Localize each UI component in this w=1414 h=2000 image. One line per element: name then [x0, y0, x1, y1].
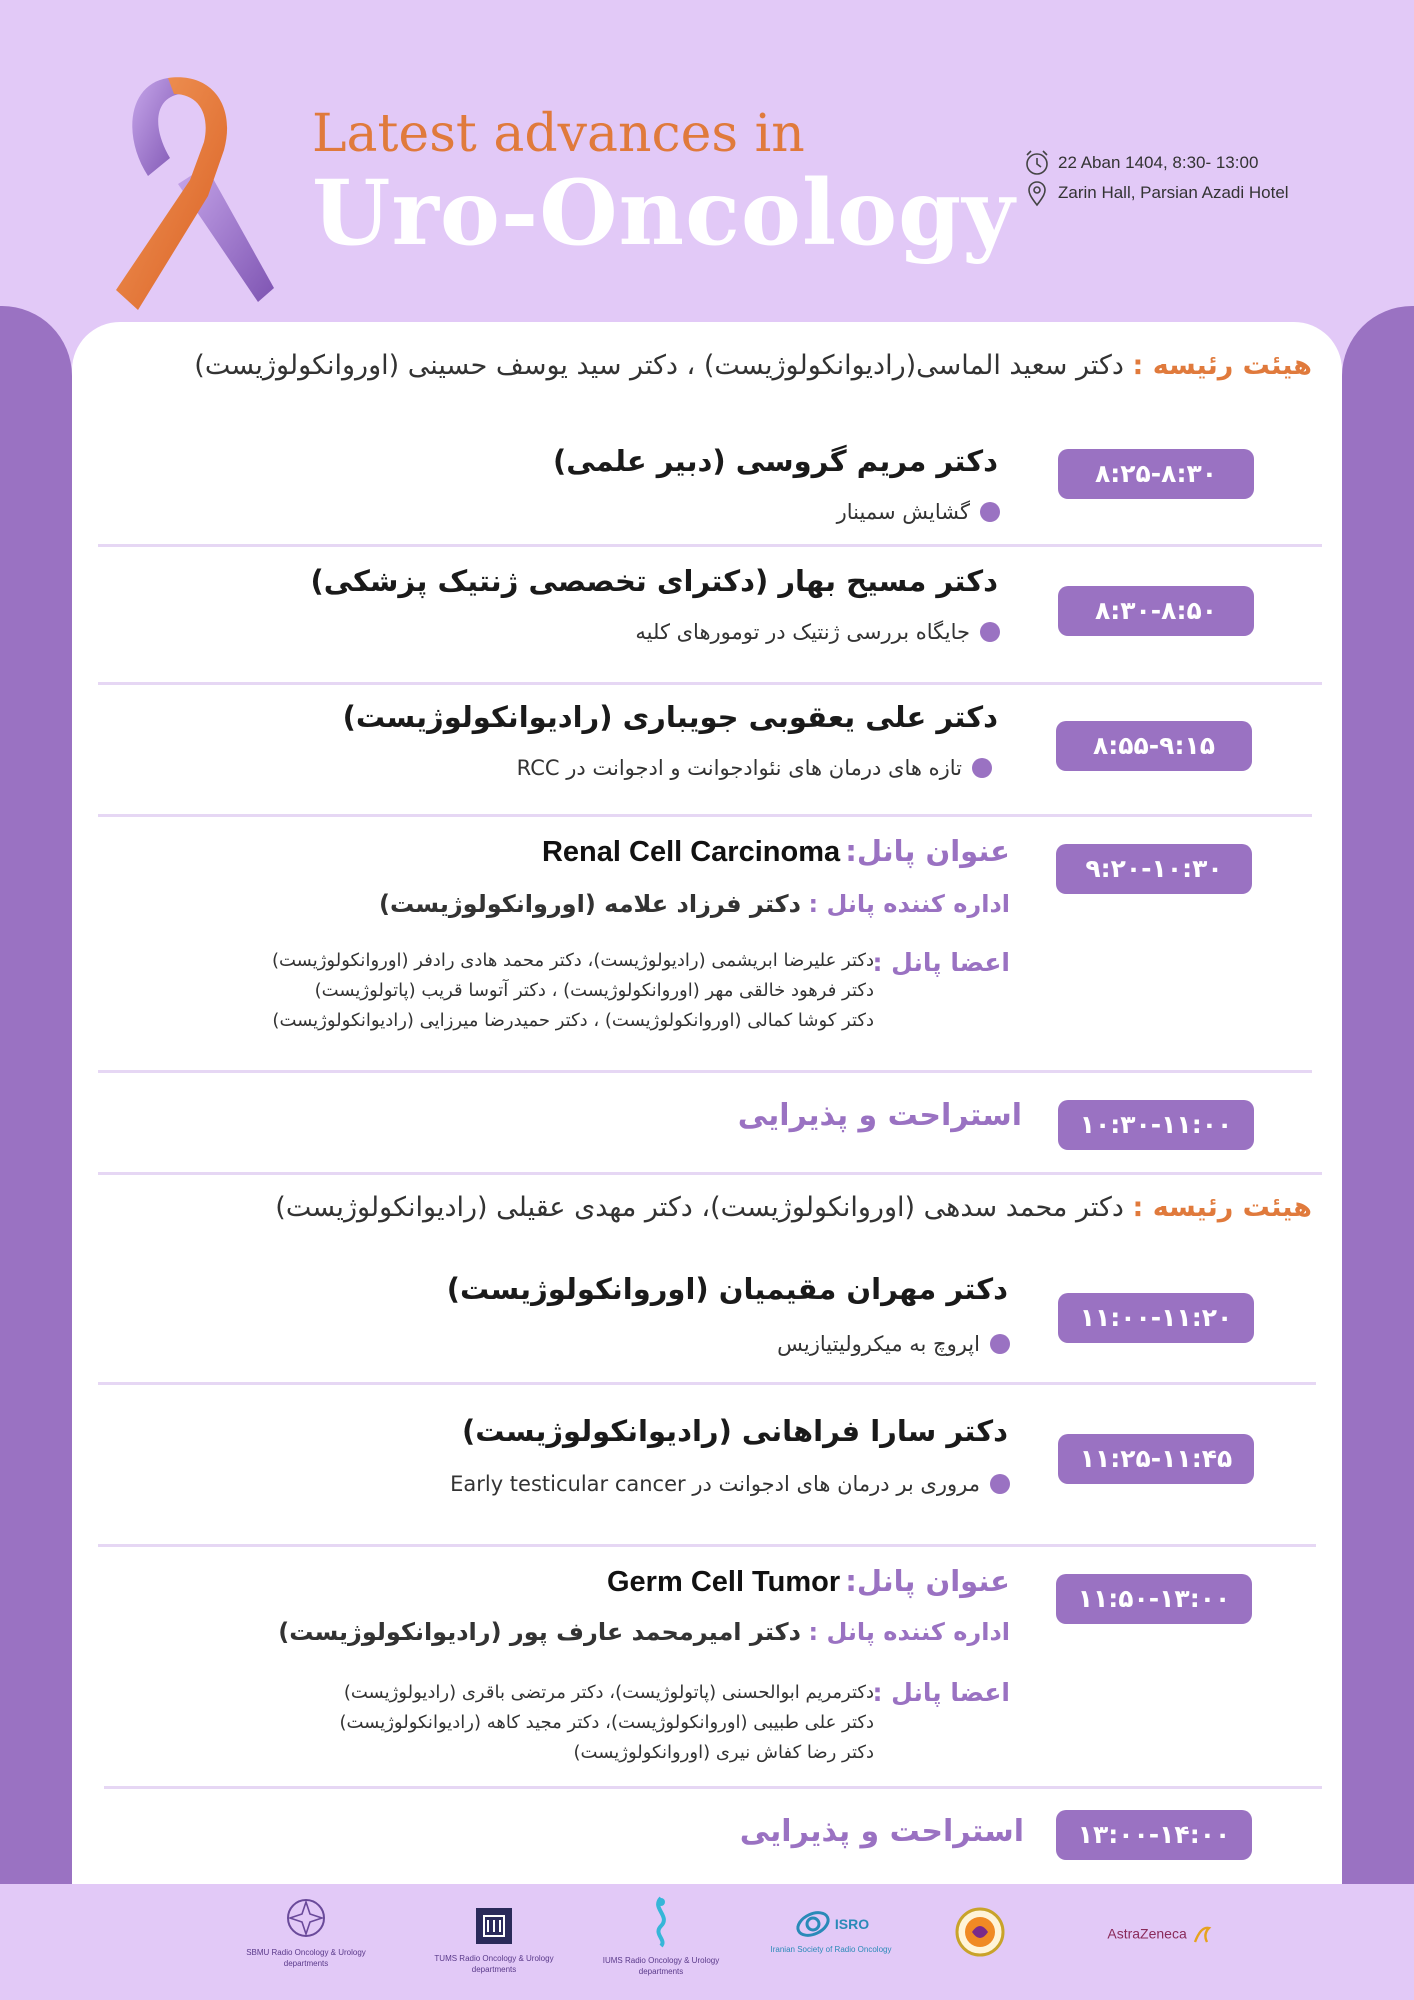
isro-wordmark: ISRO: [834, 1915, 870, 1932]
session-time-badge: ۱۱:۰۰-۱۱:۲۰: [1058, 1293, 1254, 1343]
presiding-board-label: هیئت رئیسه :: [1132, 1192, 1312, 1223]
location-pin-icon: [1022, 178, 1052, 208]
divider: [98, 544, 1322, 547]
bullet-dot-icon: [980, 502, 1000, 522]
bullet-dot-icon: [972, 758, 992, 778]
left-side-band: [0, 306, 72, 1906]
divider: [98, 1382, 1316, 1385]
divider: [98, 1070, 1312, 1073]
divider: [98, 1172, 1322, 1175]
break-time-badge: ۱۳:۰۰-۱۴:۰۰: [1056, 1810, 1252, 1860]
session-topic: [450, 1472, 1010, 1496]
session-topic-text: اپروچ به میکرولیتیازیس: [777, 1332, 980, 1356]
sponsor-logo-isro: [756, 1904, 906, 1955]
logo-caption: TUMS Radio Oncology & Urology departments: [434, 1954, 554, 1974]
break-label: استراحت و پذیرایی: [737, 1098, 1022, 1133]
session-topic: [517, 756, 992, 780]
astrazeneca-wordmark: AstraZeneca: [1107, 1925, 1187, 1942]
presiding-board-names: دکتر محمد سدهی (اوروانکولوژیست)، دکتر مهدی عقیلی (رادیوانکولوژیست): [275, 1192, 1124, 1223]
session-topic: [837, 500, 1000, 524]
urology-society-logo-icon: [954, 1906, 1006, 1958]
logo-caption: IUMS Radio Oncology & Urology departments: [602, 1956, 720, 1976]
divider: [98, 682, 1322, 685]
panel-members-label: اعضا پانل :: [872, 1678, 1010, 1707]
sbmu-logo-icon: [284, 1896, 328, 1940]
panel-moderator: دکتر امیرمحمد عارف پور (رادیوانکولوژیست): [278, 1618, 801, 1646]
panel-title: Renal Cell Carcinoma: [541, 836, 841, 868]
bullet-dot-icon: [980, 622, 1000, 642]
tums-logo-icon: [474, 1906, 514, 1946]
divider: [98, 814, 1312, 817]
divider: [104, 1786, 1322, 1789]
session-topic-text: تازه های درمان های نئوادجوانت و ادجوانت در RCC: [516, 756, 962, 780]
panel-member-line: دکتر رضا کفاش نیری (اوروانکولوژیست): [573, 1742, 874, 1763]
title-main: Uro-Oncology: [312, 160, 1016, 266]
title-line-1: Latest advances in: [312, 104, 805, 164]
presiding-board-names: دکتر سعید الماسی(رادیوانکولوژیست) ، دکتر سید یوسف حسینی (اوروانکولوژیست): [194, 350, 1124, 381]
session-time-badge: ۸:۲۵-۸:۳۰: [1058, 449, 1254, 499]
session-time-badge: ۸:۳۰-۸:۵۰: [1058, 586, 1254, 636]
panel-title-label: عنوان پانل:: [845, 834, 1010, 868]
panel-moderator-row: [278, 1618, 1010, 1646]
bullet-dot-icon: [990, 1334, 1010, 1354]
panel-time-badge: ۹:۲۰-۱۰:۳۰: [1056, 844, 1252, 894]
session-speaker: دکتر مهران مقیمیان (اوروانکولوژیست): [446, 1272, 1008, 1306]
bullet-dot-icon: [990, 1474, 1010, 1494]
panel-member-line: دکتر فرهود خالقی مهر (اوروانکولوژیست) ، دکتر آتوسا قریب (پاتولوژیست): [314, 980, 874, 1001]
session-topic-text: مروری بر درمان های ادجوانت در Early testicular cancer: [450, 1472, 980, 1496]
logo-caption: SBMU Radio Oncology & Urology departments: [246, 1948, 366, 1968]
panel-members-label: اعضا پانل :: [872, 948, 1010, 977]
sponsor-logo-astrazeneca: [1100, 1924, 1220, 1946]
awareness-ribbon-icon: [108, 66, 278, 320]
panel-member-line: دکتر کوشا کمالی (اوروانکولوژیست) ، دکتر حمیدرضا میرزایی (رادیوانکولوژیست): [272, 1010, 874, 1031]
panel-members: [272, 946, 874, 1036]
session-time-badge: ۸:۵۵-۹:۱۵: [1056, 721, 1252, 771]
session-topic: [635, 620, 1000, 644]
session-topic-text: گشایش سمینار: [836, 500, 970, 524]
panel-title-label: عنوان پانل:: [845, 1564, 1010, 1598]
presiding-board-label: هیئت رئیسه :: [1132, 350, 1312, 381]
astrazeneca-logo-icon: [1191, 1924, 1213, 1946]
sponsor-logo-sbmu: [236, 1896, 376, 1969]
session-time-badge: ۱۱:۲۵-۱۱:۴۵: [1058, 1434, 1254, 1484]
session-speaker: دکتر مریم گروسی (دبیر علمی): [552, 444, 998, 478]
panel-member-line: دکتر علیرضا ابریشمی (رادیولوژیست)، دکتر محمد هادی رادفر (اوروانکولوژیست): [271, 950, 874, 971]
panel-moderator-label: اداره کننده پانل :: [808, 1618, 1010, 1646]
session-speaker: دکتر مسیح بهار (دکترای تخصصی ژنتیک پزشکی): [310, 564, 998, 598]
isro-logo-icon: [793, 1904, 833, 1944]
session-speaker: دکتر سارا فراهانی (رادیوانکولوژیست): [462, 1414, 1008, 1448]
sponsor-logo-tums: [424, 1906, 564, 1975]
panel-moderator: دکتر فرزاد علامه (اوروانکولوژیست): [379, 890, 801, 918]
panel-title-row: [607, 1564, 1010, 1599]
divider: [98, 1544, 1316, 1547]
presiding-board-1: [194, 350, 1312, 381]
panel-member-line: دکترمریم ابوالحسنی (پاتولوژیست)، دکتر مرتضی باقری (رادیولوژیست): [343, 1682, 874, 1703]
panel-time-badge: ۱۱:۵۰-۱۳:۰۰: [1056, 1574, 1252, 1624]
event-date-text: 22 Aban 1404, 8:30- 13:00: [1058, 153, 1259, 172]
session-topic: [777, 1332, 1010, 1356]
panel-title: Germ Cell Tumor: [607, 1566, 841, 1598]
right-side-band: [1342, 306, 1414, 1906]
break-time-badge: ۱۰:۳۰-۱۱:۰۰: [1058, 1100, 1254, 1150]
event-location-row: [1022, 178, 1289, 208]
session-topic-text: جایگاه بررسی ژنتیک در تومورهای کلیه: [635, 620, 970, 644]
event-location-text: Zarin Hall, Parsian Azadi Hotel: [1058, 183, 1289, 202]
sponsor-logo-iums: [596, 1894, 726, 1977]
panel-member-line: دکتر علی طبیبی (اوروانکولوژیست)، دکتر مجید کاهه (رادیوانکولوژیست): [339, 1712, 874, 1733]
panel-moderator-label: اداره کننده پانل :: [808, 890, 1010, 918]
session-speaker: دکتر علی یعقوبی جویباری (رادیوانکولوژیست): [342, 700, 998, 734]
iums-logo-icon: [641, 1894, 681, 1948]
break-label: استراحت و پذیرایی: [739, 1814, 1024, 1849]
presiding-board-2: [275, 1192, 1312, 1223]
logo-caption: Iranian Society of Radio Oncology: [770, 1945, 892, 1954]
panel-title-row: [542, 834, 1010, 869]
panel-moderator-row: [379, 890, 1010, 918]
sponsor-logo-urology-society: [954, 1906, 1006, 1961]
panel-members: [339, 1678, 874, 1768]
alarm-clock-icon: [1022, 148, 1052, 178]
event-date-row: [1022, 148, 1258, 178]
